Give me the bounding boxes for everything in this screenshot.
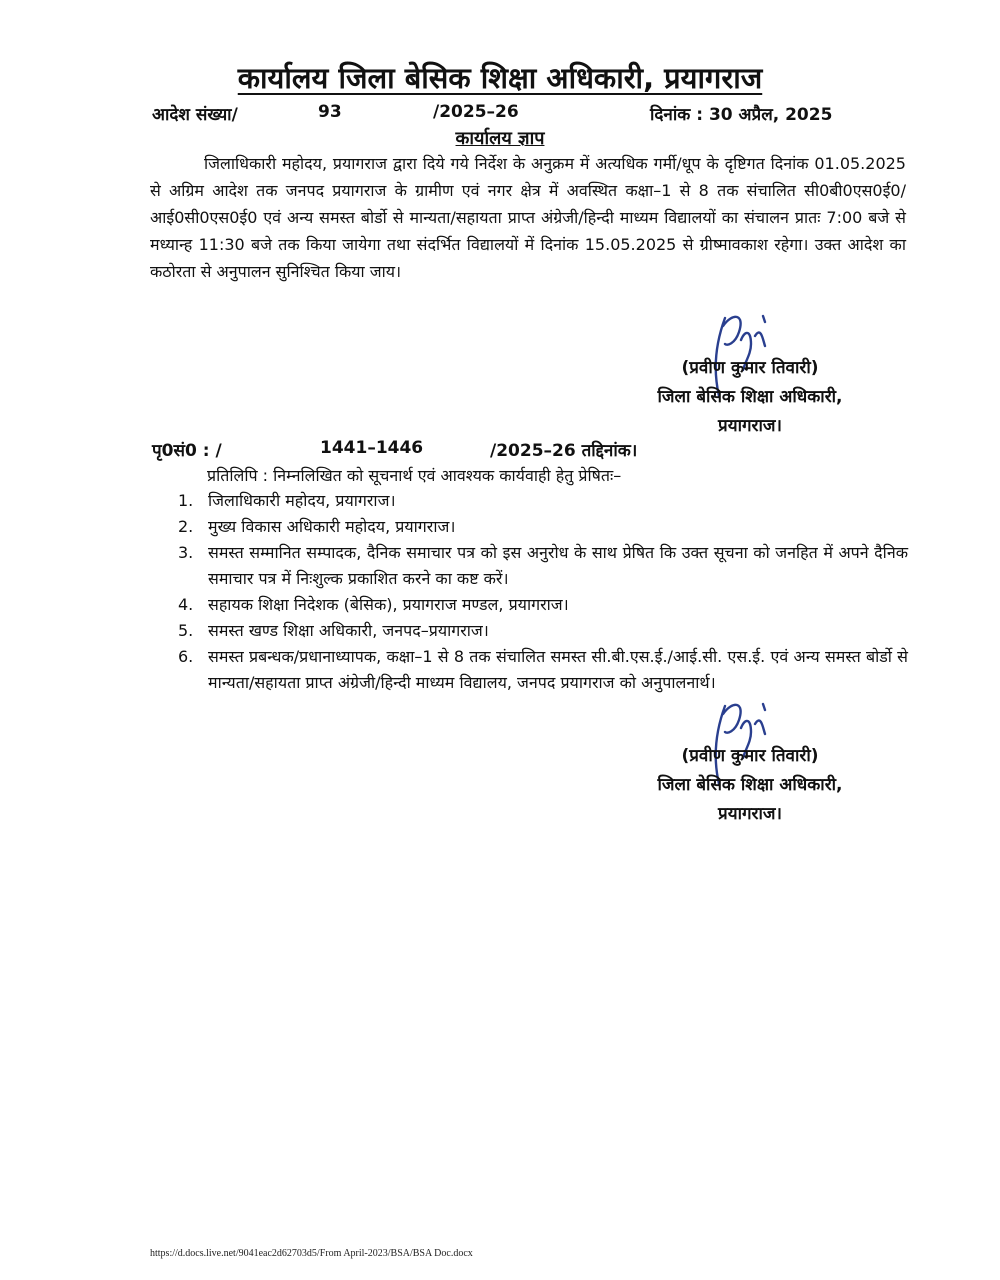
reference-label: पृ0सं0 : /: [152, 441, 222, 461]
list-item: 2. मुख्य विकास अधिकारी महोदय, प्रयागराज।: [178, 517, 456, 536]
signatory-name: (प्रवीण कुमार तिवारी): [681, 358, 819, 378]
order-year: /2025–26: [433, 102, 519, 122]
signatory-place: प्रयागराज।: [718, 416, 782, 436]
list-item: 6. समस्त प्रबन्धक/प्रधानाध्यापक, कक्षा–1 से 8 तक संचालित समस्त सी.बी.एस.ई./आई.सी. एस.ई. एवं अन्य समस्त बोर्डो से मान्यता/सहायता प्राप्त अंग्रेजी/हिन्दी माध्यम विद्यालय, जनपद प्रयागराज को अनुपालनार्थ।: [178, 647, 908, 692]
order-number: 93: [318, 102, 342, 122]
reference-numbers: 1441–1446: [320, 438, 424, 458]
signatory-designation: जिला बेसिक शिक्षा अधिकारी,: [657, 387, 843, 407]
order-label: आदेश संख्या/: [152, 105, 238, 125]
office-title: कार्यालय जिला बेसिक शिक्षा अधिकारी, प्रयागराज: [237, 61, 763, 95]
signatory-place: प्रयागराज।: [718, 804, 782, 824]
reference-year-date: /2025–26 तद्दिनांक।: [490, 441, 638, 461]
signatory-name: (प्रवीण कुमार तिवारी): [681, 746, 819, 766]
signatory-designation: जिला बेसिक शिक्षा अधिकारी,: [657, 775, 843, 795]
list-item: 3. समस्त सम्मानित सम्पादक, दैनिक समाचार पत्र को इस अनुरोध के साथ प्रेषित कि उक्त सूचना को जनहित में अपने दैनिक समाचार पत्र में निःशुल्क प्रकाशित करने का कष्ट करें।: [178, 543, 908, 588]
signatory-block-1: [600, 354, 900, 441]
signatory-block-2: [600, 742, 900, 829]
memo-title: कार्यालय ज्ञाप: [455, 128, 545, 149]
footer-file-path: https://d.docs.live.net/9041eac2d62703d5/From April-2023/BSA/BSA Doc.docx: [150, 1248, 473, 1259]
copy-list: [178, 488, 908, 696]
list-item: 5. समस्त खण्ड शिक्षा अधिकारी, जनपद–प्रयागराज।: [178, 621, 489, 640]
list-item: 1. जिलाधिकारी महोदय, प्रयागराज।: [178, 491, 396, 510]
order-date: दिनांक : 30 अप्रैल, 2025: [650, 105, 833, 125]
order-body-paragraph: जिलाधिकारी महोदय, प्रयागराज द्वारा दिये गये निर्देश के अनुक्रम में अत्यधिक गर्मी/धूप के दृष्टिगत दिनांक 01.05.2025 से अग्रिम आदेश तक जनपद प्रयागराज के ग्रामीण एवं नगर क्षेत्र में अवस्थित कक्षा–1 से 8 तक संचालित सी0बी0एस0ई0/आई0सी0एस0ई0 एवं अन्य समस्त बोर्डो से मान्यता/सहायता प्राप्त अंग्रेजी/हिन्दी माध्यम विद्यालयों का संचालन प्रातः 7:00 बजे से मध्यान्ह 11:30 बजे तक किया जायेगा तथा संदर्भित विद्यालयों में दिनांक 15.05.2025 से ग्रीष्मावकाश रहेगा। उक्त आदेश का कठोरता से अनुपालन सुनिश्चित किया जाय।: [150, 154, 906, 281]
list-item: 4. सहायक शिक्षा निदेशक (बेसिक), प्रयागराज मण्डल, प्रयागराज।: [178, 595, 569, 614]
copy-intro: प्रतिलिपि : निम्नलिखित को सूचनार्थ एवं आवश्यक कार्यवाही हेतु प्रेषितः–: [207, 466, 622, 485]
